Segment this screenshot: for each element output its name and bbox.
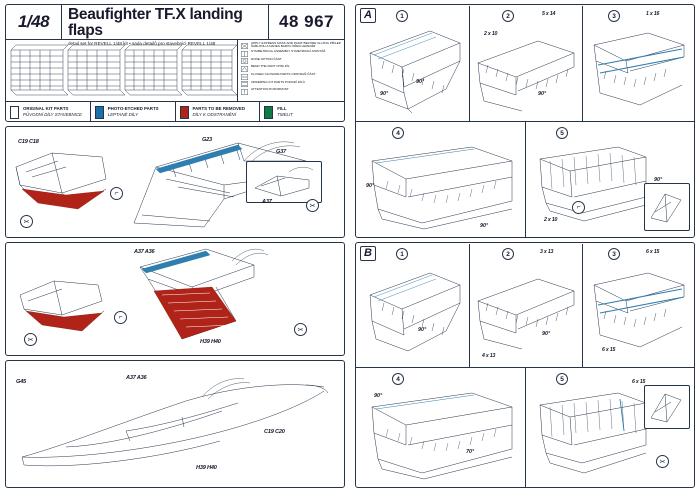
step-b5-illustration — [532, 387, 652, 477]
section-divider — [469, 244, 470, 367]
swatch-removed — [180, 106, 189, 119]
step-a1-illustration — [360, 21, 468, 117]
part-label: A37 A36 — [126, 375, 147, 381]
section-b-panel — [355, 242, 695, 488]
step-number: 3 — [608, 10, 620, 22]
step-number: 4 — [392, 127, 404, 139]
part-count-label: 2 x 10 — [544, 217, 558, 223]
step-2-illustration — [6, 243, 344, 355]
bend-icon — [241, 66, 248, 72]
legend-list — [238, 40, 344, 101]
color-key-text: FILL TMELIT — [277, 106, 293, 117]
angle-label: 90° — [418, 327, 427, 333]
legend-item — [241, 81, 342, 88]
color-key-text: PHOTO-ETCHED PARTS LEPTANÉ DÍLY — [107, 106, 159, 117]
cut-icon: ✂ — [24, 333, 37, 346]
legend-text: ATTENTION POZORNOST — [251, 87, 289, 92]
step-a4-illustration — [362, 139, 520, 233]
step-number: 2 — [502, 248, 514, 260]
part-count-label: 1 x 16 — [646, 11, 660, 17]
section-letter-a: A — [360, 8, 376, 23]
header-panel — [5, 4, 345, 122]
legend-item — [241, 65, 342, 72]
section-divider — [469, 6, 470, 121]
page-title: Beaufighter TF.X landing flaps — [68, 6, 243, 39]
part-count-label: 4 x 13 — [482, 353, 496, 359]
color-key-row — [6, 101, 344, 122]
cut-icon: ✂ — [20, 215, 33, 228]
scale-label: 1/48 — [6, 5, 62, 39]
step-number: 1 — [396, 248, 408, 260]
legend-item — [241, 73, 342, 80]
part-count-label: 6 x 15 — [602, 347, 616, 353]
symmetry-icon — [241, 51, 248, 57]
legend-text: BEND THE PART OHNI DÍL — [251, 64, 290, 69]
part-label: A37 — [262, 199, 272, 205]
bend-icon: ⌐ — [572, 201, 585, 214]
header-mid-row — [6, 39, 344, 101]
cut-icon: ✂ — [306, 199, 319, 212]
legend-text: APPLY EXPRESS MASK AND PAINT BEFORE GLUING PŘILEP ŠABLONU A NANES BARVU PŘED LEPENÍM — [251, 41, 341, 49]
sprue-illustration — [6, 40, 238, 101]
step-number: 5 — [556, 127, 568, 139]
angle-label: 90° — [416, 79, 425, 85]
cut-icon: ✂ — [656, 455, 669, 468]
kit-number: 48 967 — [268, 5, 344, 39]
panel-step-2 — [5, 242, 345, 356]
part-count-label: 5 x 14 — [542, 11, 556, 17]
section-divider — [582, 6, 583, 121]
swatch-fill — [264, 106, 273, 119]
detail-callout-box — [644, 385, 690, 429]
color-key-text: PARTS TO BE REMOVED DÍLY K ODSTRANĚNÍ — [192, 106, 246, 117]
step-b4-illustration — [362, 385, 520, 481]
part-label: H39 H40 — [200, 339, 221, 345]
angle-label: 90° — [480, 223, 489, 229]
step-3-illustration — [6, 361, 344, 487]
swatch-original — [10, 106, 19, 119]
part-count-label: 6 x 15 — [632, 379, 646, 385]
part-label: A37 A36 — [134, 249, 155, 255]
color-key-text: ORIGINAL KIT PARTS PŮVODNÍ DÍLY STAVEBNICE — [23, 106, 82, 117]
part-count-label: 6 x 15 — [646, 249, 660, 255]
angle-label: 90° — [654, 177, 663, 183]
color-key-photoetched — [91, 102, 176, 122]
bend-icon: ⌐ — [110, 187, 123, 200]
panel-step-1 — [5, 126, 345, 238]
step-number: 2 — [502, 10, 514, 22]
part-count-label: 2 x 10 — [484, 31, 498, 37]
color-key-removed — [176, 102, 261, 122]
step-number: 3 — [608, 248, 620, 260]
bend-icon: ⌐ — [114, 311, 127, 324]
step-b1-illustration — [360, 261, 468, 361]
part-label: C19 C18 — [18, 139, 39, 145]
angle-label: 90° — [374, 393, 383, 399]
part-label: G37 — [276, 149, 286, 155]
section-letter-b: B — [360, 246, 376, 261]
step-number: 4 — [392, 373, 404, 385]
step-b2-illustration — [472, 273, 580, 357]
detail-callout-box — [246, 161, 322, 203]
cut-icon: ✂ — [294, 323, 307, 336]
step-number: 5 — [556, 373, 568, 385]
legend-text: SYMMETRICAL ASSEMBLY SYMETRICKÁ MONTÁŽ — [251, 49, 326, 53]
option-icon — [241, 58, 248, 64]
cut-icon — [241, 43, 248, 49]
swatch-photoetched — [95, 106, 104, 119]
legend-item — [241, 88, 342, 95]
part-label: G45 — [16, 379, 26, 385]
legend-text: ORDERING KIT PARTS PORADÍ DÍLŮ — [251, 79, 305, 84]
legend-item — [241, 50, 342, 57]
page-subtitle: detail set for REVELL 1/48 kit • sada detailů pro stavebnici REVELL 1/48 — [68, 41, 216, 46]
panel-step-3 — [5, 360, 345, 488]
part-label: G23 — [202, 137, 212, 143]
color-key-original — [6, 102, 91, 122]
step-a2-illustration — [472, 37, 580, 119]
symmetry2-icon — [241, 81, 248, 87]
step-a5-illustration — [532, 141, 652, 227]
part-label: C19 C20 — [264, 429, 285, 435]
step-number: 1 — [396, 10, 408, 22]
legend-text: NONE OPTION ČÁST — [251, 56, 282, 61]
angle-label: 90° — [380, 91, 389, 97]
angle-label: 70° — [466, 449, 475, 455]
part-label: H39 H40 — [196, 465, 217, 471]
angle-label: 90° — [542, 331, 551, 337]
step-a3-illustration — [586, 27, 692, 119]
section-a-panel — [355, 4, 695, 238]
title-block — [62, 5, 268, 46]
section-divider — [525, 368, 526, 487]
color-key-fill — [260, 102, 344, 122]
legend-item — [241, 42, 342, 49]
legend-text: CLOSED CLOSURE PARTS ODSTRAŇ ČÁST — [251, 72, 316, 77]
section-divider — [525, 122, 526, 237]
section-divider — [582, 244, 583, 367]
legend-item — [241, 58, 342, 65]
part-count-label: 3 x 13 — [540, 249, 554, 255]
attention-icon — [241, 89, 248, 95]
right-column — [352, 0, 700, 492]
angle-label: 90° — [366, 183, 375, 189]
angle-label: 90° — [538, 91, 547, 97]
remove-icon — [241, 74, 248, 80]
detail-callout-box — [644, 183, 690, 231]
